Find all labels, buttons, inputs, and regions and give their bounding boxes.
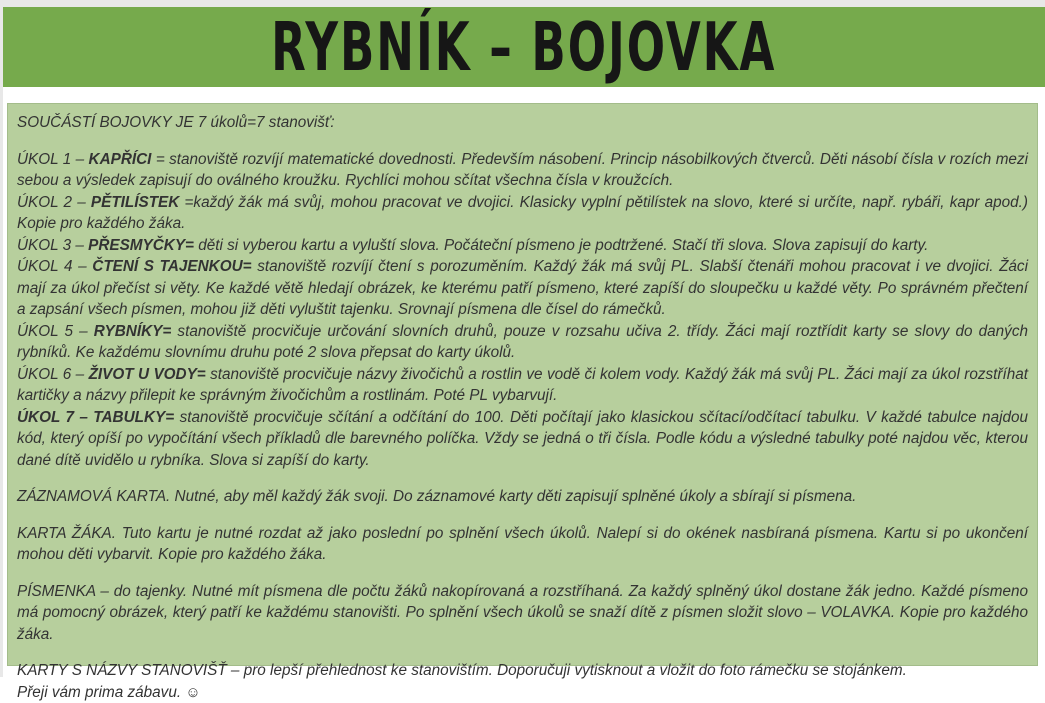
task-description: děti si vyberou kartu a vyluští slova. Počáteční písmeno je podtržené. Stačí tři slova. Slova zapisují do karty. [194, 237, 928, 254]
closing-paragraph [17, 682, 1028, 703]
task-name: RYBNÍKY= [94, 323, 172, 340]
note-paragraph-letters: PÍSMENKA – do tajenky. Nutné mít písmena dle počtu žáků nakopírovaná a rozstříhaná. Za každý splněný úkol dostane žák jedno. Každé písmeno má pomocný obrázek, který patří ke každému stanovišti. Po splnění všech úkolů se snaží dítě z písmen složit slovo – VOLAVKA. Kopie pro každého žáka. [17, 581, 1028, 646]
task-description: stanoviště rozvíjí čtení s porozuměním. Každý žák má svůj PL. Slabší čtenáři mohou pracovat i ve dvojici. Žáci mají za úkol přečíst si věty. Ke každé větě hledají obrázek, ke kterému patří písmeno, které zapíší do sloupečku u každé věty. Po správném přečtení a zapsání všech písmen, mohou již děti vyluštit tajenku. Srovnají písmena dle čísel do rámečků. [17, 258, 1028, 318]
task-name: PŘESMYČKY= [88, 237, 194, 254]
task-paragraph-5 [17, 321, 1028, 364]
task-name: PĚTILÍSTEK [91, 194, 179, 211]
note-paragraph-record-card: ZÁZNAMOVÁ KARTA. Nutné, aby měl každý žák svoji. Do záznamové karty děti zapisují splněné úkoly a sbírají si písmena. [17, 486, 1028, 508]
task-name: KAPŘÍCI [89, 151, 152, 168]
task-paragraph-2 [17, 192, 1028, 235]
task-paragraph-1 [17, 149, 1028, 192]
note-paragraph-pupil-card: KARTA ŽÁKA. Tuto kartu je nutné rozdat až jako poslední po splnění všech úkolů. Nalepí si do okének nasbíraná písmena. Kartu si po ukončení mohou děti vybarvit. Kopie pro každého žáka. [17, 523, 1028, 566]
task-paragraph-4 [17, 256, 1028, 321]
task-description: stanoviště procvičuje sčítání a odčítání do 100. Děti počítají jako klasickou sčítací/odčítací tabulku. V každé tabulce najdou kód, který opíší po vypočítání všech příkladů dle barevného políčka. Vždy se jedná o tři čísla. Podle kódu a výsledné tabulky poté najdou věc, kterou dané dítě uvidělo u rybníka. Slova si zapíší do karty. [17, 409, 1028, 469]
task-number: ÚKOL 2 – [17, 194, 91, 211]
task-description: = stanoviště rozvíjí matematické dovednosti. Především násobení. Princip násobilkových čtverců. Děti násobí čísla v rozích mezi sebou a výsledek zapisují do oválného kroužku. Rychlíci mohou sčítat všechna čísla v kroužcích. [17, 151, 1028, 190]
task-name: TABULKY= [93, 409, 174, 426]
task-number: ÚKOL 6 – [17, 366, 89, 383]
smiley-icon: ☺ [185, 684, 200, 701]
page-edge-left [0, 7, 3, 677]
task-description: stanoviště procvičuje určování slovních druhů, pouze v rozsahu učiva 2. třídy. Žáci mají roztřídit karty se slovy do daných rybníků. Ke každému slovnímu druhu poté 2 slova přepsat do karty úkolů. [17, 323, 1028, 362]
closing-text: Přeji vám prima zábavu. [17, 684, 185, 701]
title-banner [3, 7, 1045, 87]
task-number: ÚKOL 5 – [17, 323, 94, 340]
note-paragraph-station-cards: KARTY S NÁZVY STANOVIŠŤ – pro lepší přehlednost ke stanovištím. Doporučuji vytisknout a vložit do foto rámečku se stojánkem. [17, 660, 1028, 682]
task-paragraph-7 [17, 407, 1028, 472]
task-description: =každý žák má svůj, mohou pracovat ve dvojici. Klasicky vyplní pětilístek na slovo, které si určíte, např. rybáři, kapr apod.) Kopie pro každého žáka. [17, 194, 1028, 233]
page-edge-top [0, 0, 1045, 7]
page-title: RYBNÍK – BOJOVKA [271, 14, 776, 81]
intro-paragraph: SOUČÁSTÍ BOJOVKY JE 7 úkolů=7 stanovišť: [17, 112, 1028, 134]
task-paragraph-3 [17, 235, 1028, 257]
task-number: ÚKOL 3 – [17, 237, 88, 254]
task-name: ČTENÍ S TAJENKOU= [92, 258, 251, 275]
task-name: ŽIVOT U VODY= [89, 366, 206, 383]
task-number: ÚKOL 4 – [17, 258, 92, 275]
task-number: ÚKOL 7 – [17, 409, 93, 426]
task-description: stanoviště procvičuje názvy živočichů a rostlin ve vodě či kolem vody. Každý žák má svůj PL. Žáci mají za úkol rozstříhat kartičky a názvy přilepit ke správným živočichům a rostlinám. Poté PL vybarvují. [17, 366, 1028, 405]
content-panel [7, 103, 1038, 666]
task-number: ÚKOL 1 – [17, 151, 89, 168]
task-paragraph-6 [17, 364, 1028, 407]
